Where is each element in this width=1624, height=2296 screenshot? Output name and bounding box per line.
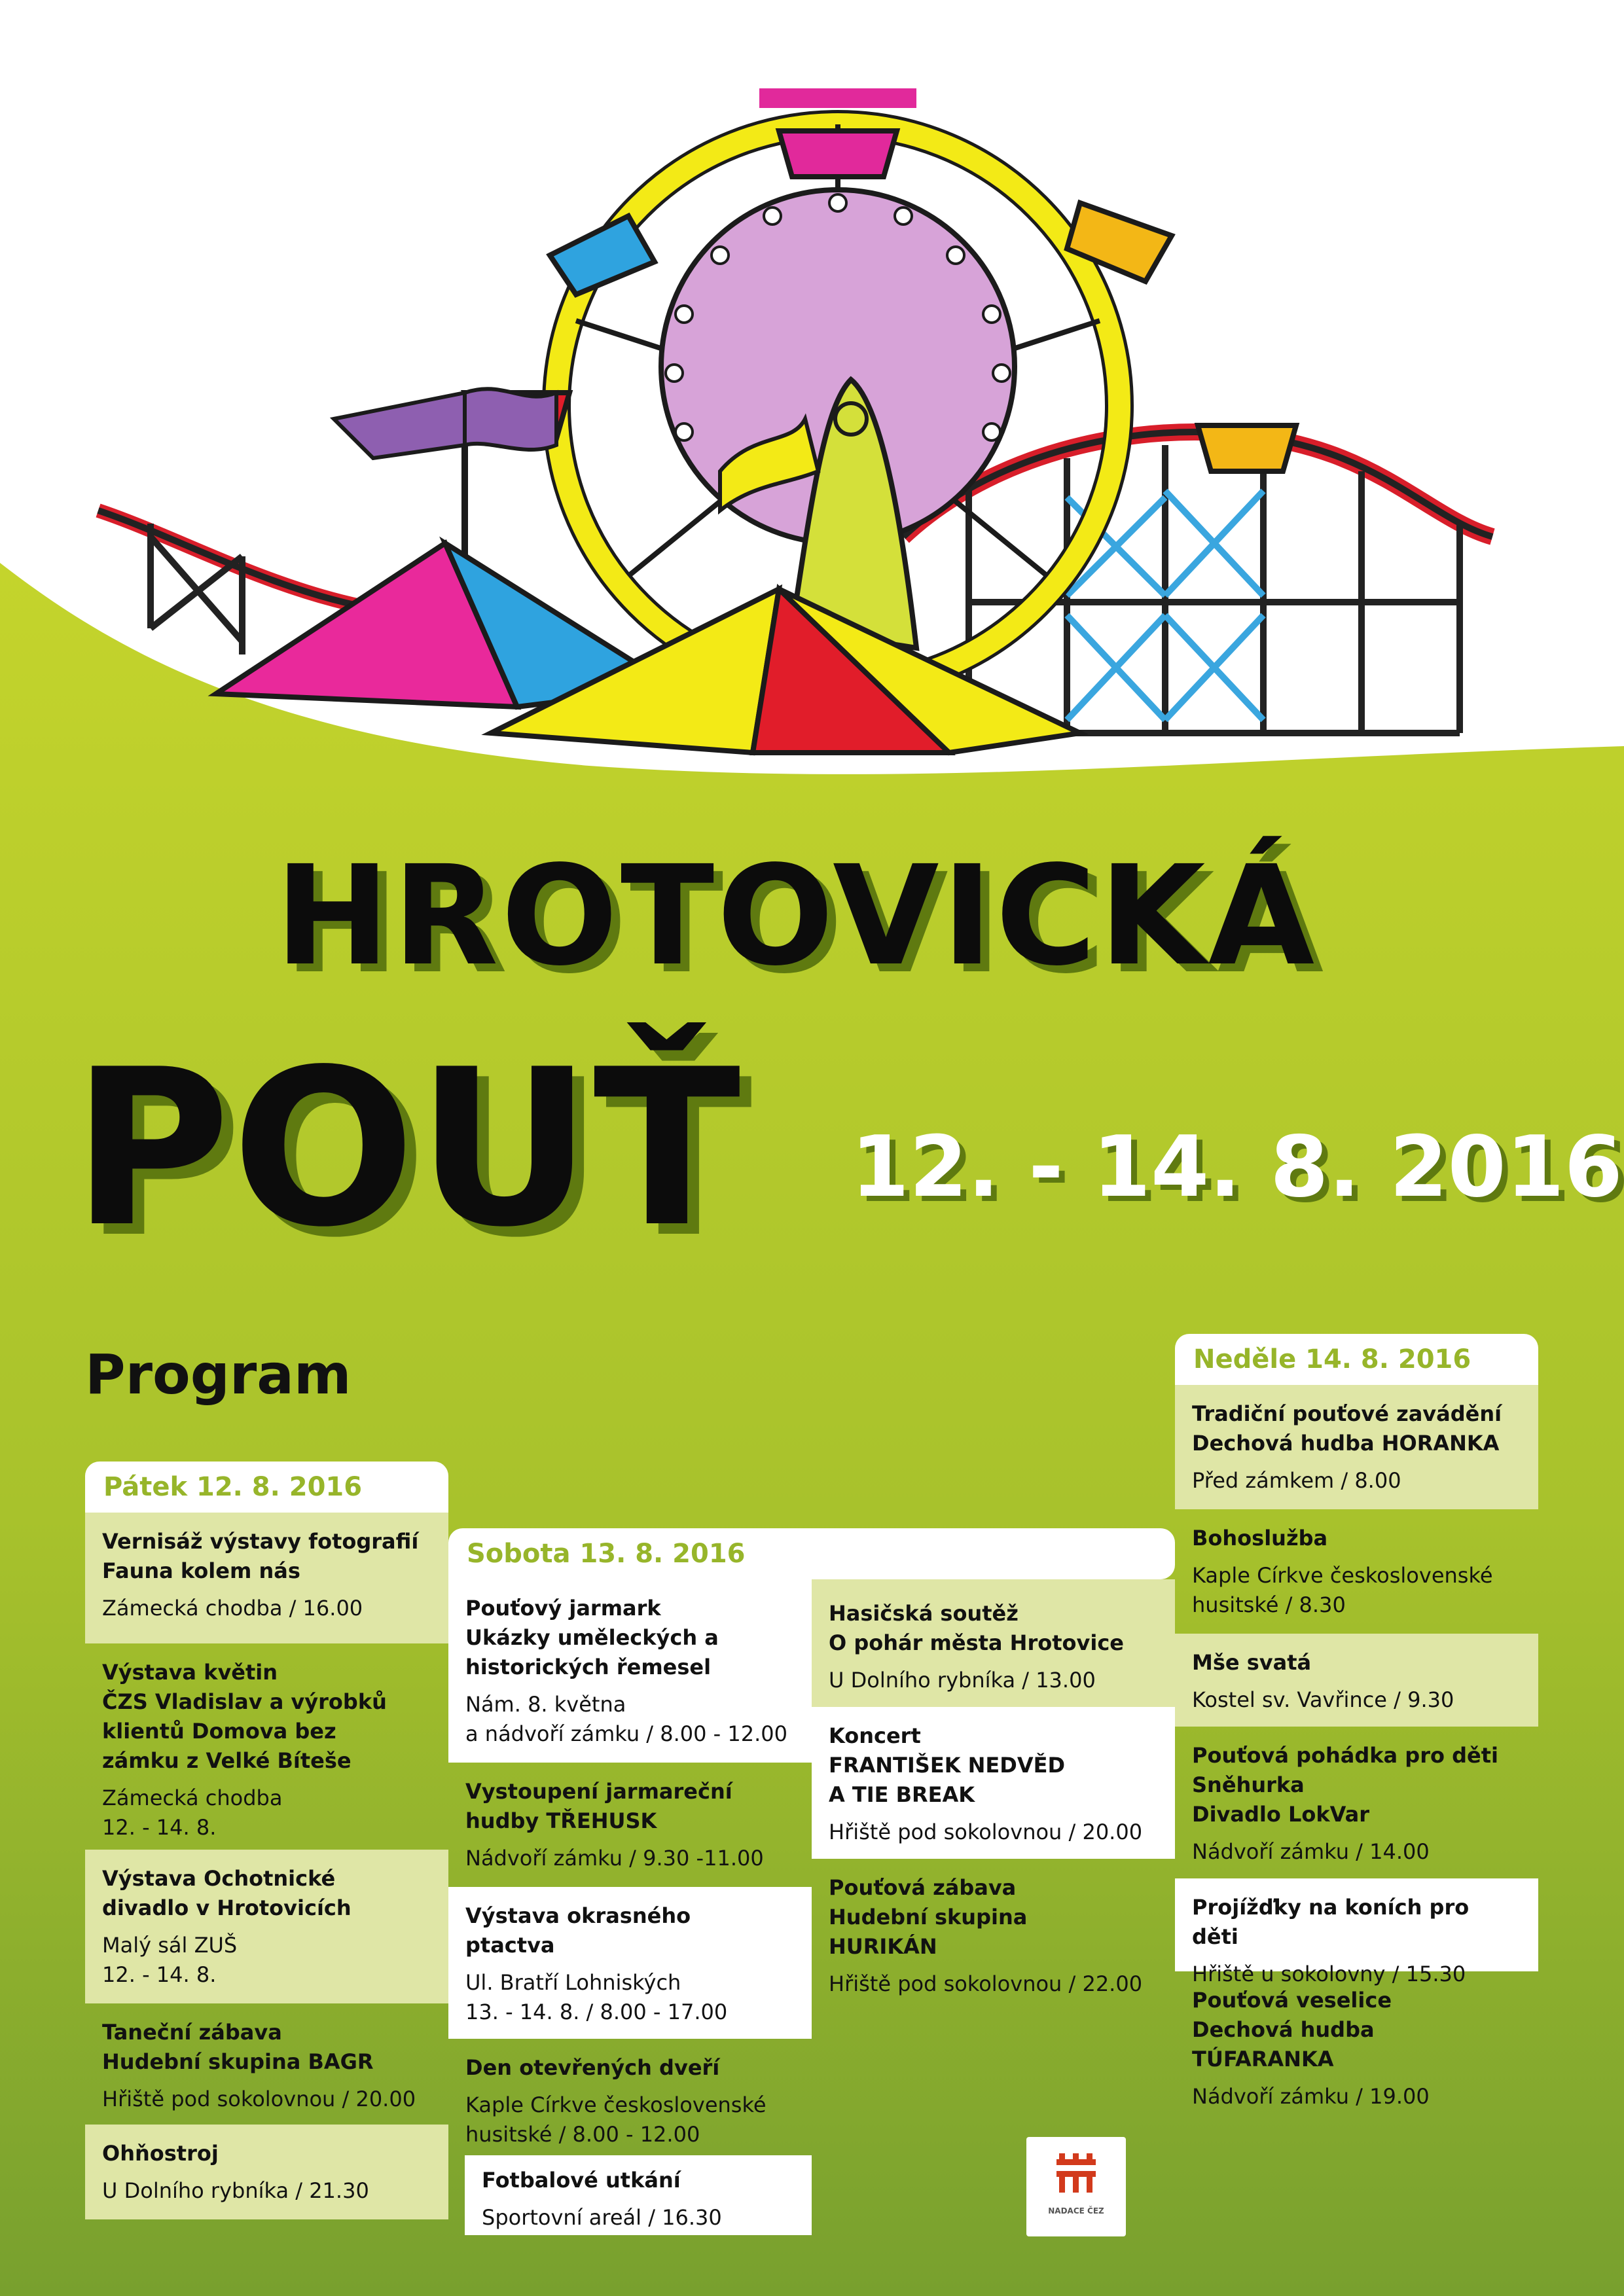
sponsor-name: NADACE ČEZ: [1048, 2206, 1104, 2215]
event-saturday-3: [448, 1887, 812, 2039]
event-saturday-4: [448, 2039, 812, 2155]
event-saturday-2: [448, 1763, 812, 1887]
event-sunday-2: [1175, 1509, 1538, 1634]
flag-icon: [334, 389, 556, 563]
event-detail: Nádvoří zámku / 9.30 -11.00: [465, 1846, 764, 1871]
event-friday-3: [85, 1850, 448, 2003]
event-title: Tradiční pouťové zavádění Dechová hudba HORANKA: [1192, 1401, 1502, 1456]
event-detail: Kostel sv. Vavřince / 9.30: [1192, 1687, 1454, 1712]
event-friday-1: [85, 1513, 448, 1643]
roller-coaster-icon: [903, 432, 1492, 733]
sponsor-logo: [1026, 2137, 1126, 2236]
fairground-illustration: [98, 39, 1538, 772]
title-line-2: POUŤ: [72, 1023, 742, 1274]
event-detail: Zámecká chodba 12. - 14. 8.: [102, 1785, 283, 1840]
event-detail: Nádvoří zámku / 19.00: [1192, 2084, 1430, 2109]
event-dates: 12. - 14. 8. 2016: [851, 1119, 1623, 1216]
event-sunday-5: [1175, 1878, 1538, 1986]
event-sunday-3: [1175, 1634, 1538, 1727]
day-tab-sunday: Neděle 14. 8. 2016: [1175, 1334, 1538, 1385]
event-title: Pouťová pohádka pro děti Sněhurka Divadlo LokVar: [1192, 1743, 1498, 1827]
event-title: Taneční zábava Hudební skupina BAGR: [102, 2020, 374, 2074]
event-detail: Nádvoří zámku / 14.00: [1192, 1839, 1430, 1864]
event-detail: Hřiště u sokolovny / 15.30: [1192, 1962, 1466, 1986]
day-tab-saturday: Sobota 13. 8. 2016: [448, 1528, 1175, 1579]
event-title: Vernisáž výstavy fotografií Fauna kolem nás: [102, 1529, 419, 1583]
event-title: Bohoslužba: [1192, 1526, 1328, 1551]
event-detail: Hřiště pod sokolovnou / 20.00: [829, 1820, 1143, 1844]
event-title: Pouťová zábava Hudební skupina HURIKÁN: [829, 1875, 1028, 1959]
day-tab-friday: Pátek 12. 8. 2016: [85, 1462, 448, 1513]
event-title: Výstava květin ČZS Vladislav a výrobků klientů Domova bez zámku z Velké Bíteše: [102, 1660, 387, 1773]
event-title: Vystoupení jarmareční hudby TŘEHUSK: [465, 1779, 732, 1833]
event-title: Koncert FRANTIŠEK NEDVĚD A TIE BREAK: [829, 1723, 1066, 1807]
event-detail: Nám. 8. května a nádvoří zámku / 8.00 - 12.00: [465, 1692, 787, 1746]
event-detail: Před zámkem / 8.00: [1192, 1468, 1401, 1493]
event-detail: Hřiště pod sokolovnou / 22.00: [829, 1971, 1143, 1996]
event-title: Hasičská soutěž O pohár města Hrotovice: [829, 1601, 1124, 1655]
event-detail: U Dolního rybníka / 21.30: [102, 2178, 369, 2203]
event-title: Pouťová veselice Dechová hudba TÚFARANKA: [1192, 1988, 1392, 2072]
title-line-1: HROTOVICKÁ: [275, 836, 1318, 996]
event-title: Výstava okrasného ptactva: [465, 1903, 691, 1958]
event-saturday-1: [448, 1579, 812, 1763]
event-title: Projížďky na koních pro děti: [1192, 1895, 1470, 1949]
event-title: Den otevřených dveří: [465, 2055, 720, 2080]
event-title: Fotbalové utkání: [482, 2168, 681, 2193]
event-detail: Ul. Bratří Lohniských 13. - 14. 8. / 8.00 - 17.00: [465, 1970, 728, 2024]
event-title: Ohňostroj: [102, 2141, 219, 2166]
event-title: Pouťový jarmark Ukázky uměleckých a historických řemesel: [465, 1596, 719, 1679]
event-saturday-7: [812, 1707, 1175, 1859]
event-detail: Malý sál ZUŠ 12. - 14. 8.: [102, 1933, 238, 1987]
event-detail: Kaple Církve československé husitské / 8.00 - 12.00: [465, 2092, 767, 2147]
event-friday-4: [85, 2003, 448, 2125]
event-title: Mše svatá: [1192, 1650, 1312, 1675]
event-detail: Kaple Církve československé husitské / 8.30: [1192, 1563, 1493, 1617]
event-sunday-6: [1175, 1971, 1538, 2128]
event-sunday-1: [1175, 1385, 1538, 1509]
event-detail: Zámecká chodba / 16.00: [102, 1596, 363, 1621]
cez-foundation-logo-icon: [1026, 2137, 1126, 2209]
event-saturday-8: [812, 1859, 1175, 2011]
event-detail: U Dolního rybníka / 13.00: [829, 1668, 1096, 1693]
event-title: Výstava Ochotnické divadlo v Hrotovicích: [102, 1866, 352, 1920]
event-saturday-6: [812, 1579, 1175, 1707]
event-detail: Hřiště pod sokolovnou / 20.00: [102, 2087, 416, 2111]
event-friday-2: [85, 1643, 448, 1850]
event-detail: Sportovní areál / 16.30: [482, 2205, 722, 2230]
program-heading: Program: [85, 1342, 352, 1407]
event-saturday-5: [465, 2155, 812, 2235]
event-friday-5: [85, 2125, 448, 2219]
event-sunday-4: [1175, 1727, 1538, 1878]
